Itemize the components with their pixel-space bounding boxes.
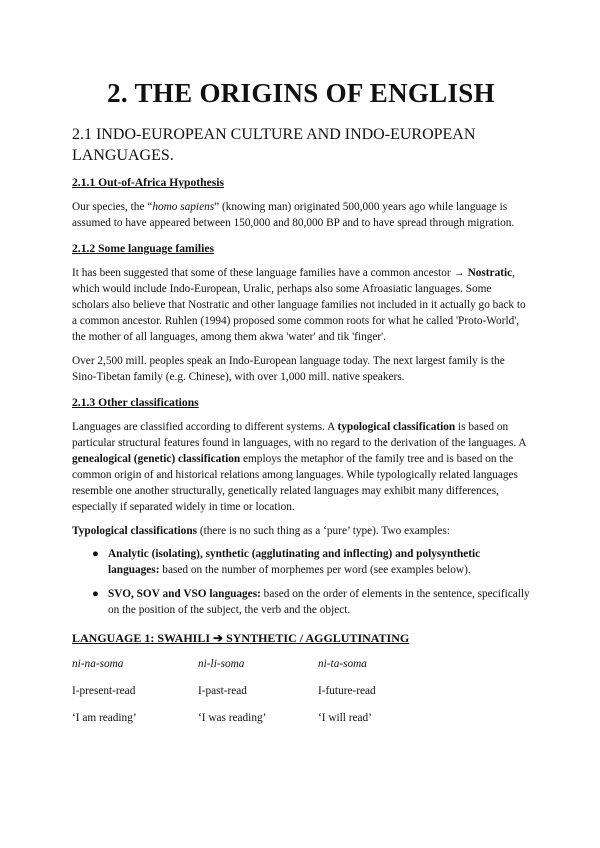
- text-run: Languages are classified according to different systems. A: [72, 421, 338, 433]
- gloss-row-translation: [72, 710, 530, 726]
- language-1-heading: LANGUAGE 1: SWAHILI ➔ SYNTHETIC / AGGLUTINATING: [72, 631, 410, 645]
- subsection-heading-2-1-2: 2.1.2 Some language families: [72, 242, 215, 255]
- gloss-cell: I-present-read: [72, 685, 136, 697]
- gloss-cell: ‘I am reading’: [72, 712, 137, 724]
- gloss-row-swahili: [72, 656, 530, 672]
- gloss-cell: ni-li-soma: [198, 658, 245, 670]
- list-item: [92, 546, 530, 578]
- paragraph-typological-intro: [72, 523, 530, 539]
- bullet-text: based on the number of morphemes per word (see examples below).: [159, 564, 471, 576]
- gloss-cell: ni-ta-soma: [318, 658, 367, 670]
- gloss-cell: ‘I was reading’: [198, 712, 267, 724]
- bold-nostratic: Nostratic: [467, 267, 513, 279]
- text-run: Our species, the “: [72, 201, 153, 213]
- list-item: [92, 586, 530, 618]
- subsection-heading-2-1-3: 2.1.3 Other classifications: [72, 396, 199, 409]
- gloss-cell: I-future-read: [318, 685, 376, 697]
- gloss-row-morphemes: [72, 683, 530, 699]
- subsection-heading-2-1-1: 2.1.1 Out-of-Africa Hypothesis: [72, 176, 224, 189]
- text-run: employs the metaphor of the family tree and is based on the common origin of and historical relations among languages. While typologically related languages resemble one another structurally, genetically related languages may exhibit many differences, especially if separated widely in time or location.: [72, 453, 518, 513]
- text-run: , which would include Indo-European, Uralic, perhaps also some Afroasiatic languages. Some scholars also believe that Nostratic and other language families not included in it actually go back to a common ancestor. Ruhlen (1994) proposed some common roots for what he called 'Proto-World', the mother of all languages, among them akwa 'water' and tik 'finger'.: [72, 267, 526, 343]
- paragraph-out-of-africa: [72, 199, 530, 231]
- text-run: ” (knowing man) originated 500,000 years ago while language is assumed to have appeared between 150,000 and 80,000 BP and to have spread through migration.: [72, 201, 515, 229]
- bold-bullet-term: SVO, SOV and VSO languages:: [108, 588, 261, 600]
- paragraph-indo-european-speakers: Over 2,500 mill. peoples speak an Indo-European language today. The next largest family is the Sino-Tibetan family (e.g. Chinese), with over 1,000 mill. native speakers.: [72, 355, 505, 383]
- gloss-cell: I-past-read: [198, 685, 247, 697]
- emphasis-homo-sapiens: homo sapiens: [152, 201, 215, 213]
- gloss-cell: ni-na-soma: [72, 658, 124, 670]
- text-run: It has been suggested that some of these language families have a common ancestor →: [72, 267, 468, 279]
- bold-genealogical-classification: genealogical (genetic) classification: [72, 453, 241, 465]
- paragraph-classification-systems: [72, 419, 530, 515]
- swahili-gloss-table: [72, 656, 530, 726]
- section-heading-2-1: 2.1 INDO-EUROPEAN CULTURE AND INDO-EUROPEAN LANGUAGES.: [72, 126, 476, 164]
- text-run: is based on particular structural features found in languages, with no regard to the derivation of the languages. A: [72, 421, 526, 449]
- bold-bullet-term: Analytic (isolating), synthetic (agglutinating and inflecting) and polysynthetic languages:: [108, 548, 481, 576]
- bullet-text: based on the order of elements in the sentence, specifically on the position of the subject, the verb and the object.: [108, 588, 530, 616]
- bullet-icon: ●: [92, 588, 99, 600]
- bold-typological-classification: typological classification: [337, 421, 456, 433]
- bold-typological-classifications: Typological classifications: [72, 525, 197, 537]
- paragraph-nostratic: [72, 265, 530, 345]
- bullet-icon: ●: [92, 548, 99, 560]
- page-title: 2. THE ORIGINS OF ENGLISH: [107, 78, 495, 108]
- text-run: (there is no such thing as a ‘pure’ type). Two examples:: [197, 525, 450, 537]
- bullet-list: [72, 546, 530, 618]
- gloss-cell: ‘I will read’: [318, 712, 372, 724]
